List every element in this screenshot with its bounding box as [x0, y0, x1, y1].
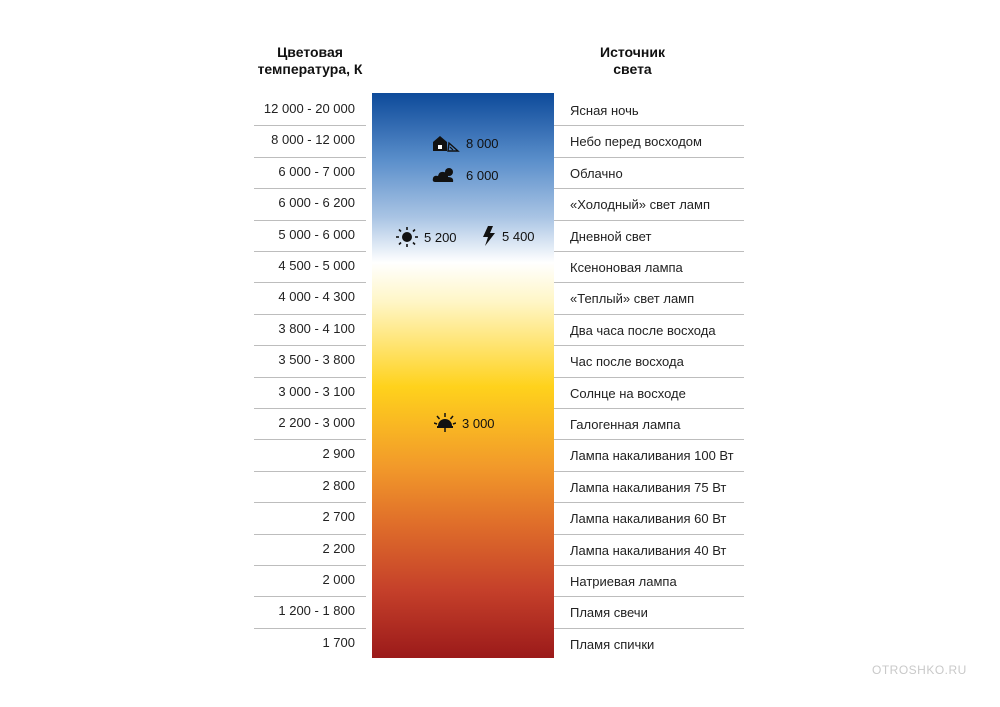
- light-source-label: Галогенная лампа: [570, 417, 681, 432]
- temperature-range: 4 000 - 4 300: [278, 289, 355, 305]
- temperature-range: 4 500 - 5 000: [278, 258, 355, 273]
- light-source-label: Ксеноновая лампа: [570, 260, 683, 275]
- row-divider: [254, 565, 366, 566]
- row-divider: [554, 471, 744, 472]
- temperature-range: 2 900: [322, 446, 355, 462]
- marker-value: 5 400: [502, 228, 535, 244]
- column-header-temperature: [250, 44, 370, 78]
- sun-icon: [396, 227, 418, 247]
- row-divider: [554, 125, 744, 126]
- light-source-label: Лампа накаливания 60 Вт: [570, 511, 727, 527]
- row-divider: [254, 471, 366, 472]
- row-divider: [254, 220, 366, 221]
- marker-tungsten: [434, 413, 495, 433]
- row-divider: [554, 628, 744, 629]
- watermark-text: OTROSHKO.RU: [872, 663, 967, 677]
- row-divider: [554, 596, 744, 597]
- temperature-range: 12 000 - 20 000: [263, 101, 355, 116]
- light-source-label: Облачно: [570, 165, 623, 181]
- row-divider: [254, 282, 366, 283]
- light-source-label: Пламя свечи: [570, 605, 648, 621]
- light-source-label: Лампа накаливания 75 Вт: [570, 479, 727, 495]
- temperature-range: 1 700: [322, 634, 355, 650]
- row-divider: [554, 251, 744, 252]
- marker-cloudy: [432, 166, 499, 184]
- row-divider: [554, 282, 744, 283]
- row-divider: [554, 377, 744, 378]
- tungsten-lamp-icon: [434, 413, 456, 433]
- temperature-range: 2 000: [322, 572, 355, 587]
- temperature-range: 2 200 - 3 000: [278, 415, 355, 430]
- temperature-range: 8 000 - 12 000: [271, 132, 355, 148]
- temperature-range: 2 800: [322, 477, 355, 493]
- row-divider: [554, 188, 744, 189]
- row-divider: [554, 157, 744, 158]
- light-source-label: «Теплый» свет ламп: [570, 291, 695, 307]
- temperature-range: 2 200: [322, 540, 355, 556]
- header-right-line2: света: [613, 61, 652, 77]
- light-source-label: Небо перед восходом: [570, 134, 702, 150]
- row-divider: [254, 377, 366, 378]
- row-divider: [254, 439, 366, 440]
- row-divider: [254, 502, 366, 503]
- temperature-range: 6 000 - 7 000: [278, 163, 355, 179]
- light-source-label: Два часа после восхода: [570, 322, 716, 338]
- marker-daylight: [396, 227, 457, 247]
- shade-house-icon: [432, 134, 460, 152]
- row-divider: [554, 220, 744, 221]
- temperature-range: 3 000 - 3 100: [278, 383, 355, 399]
- row-divider: [554, 345, 744, 346]
- row-divider: [554, 314, 744, 315]
- header-left-line1: Цветовая: [277, 44, 343, 60]
- row-divider: [254, 408, 366, 409]
- marker-value: 5 200: [424, 229, 457, 245]
- row-divider: [554, 502, 744, 503]
- marker-value: 8 000: [466, 135, 499, 151]
- temperature-range: 2 700: [322, 509, 355, 525]
- marker-value: 6 000: [466, 167, 499, 183]
- temperature-range: 3 800 - 4 100: [278, 320, 355, 336]
- row-divider: [254, 628, 366, 629]
- row-divider: [254, 314, 366, 315]
- light-source-label: Натриевая лампа: [570, 574, 677, 589]
- light-source-label: «Холодный» свет ламп: [570, 197, 711, 213]
- row-divider: [254, 596, 366, 597]
- temperature-range: 5 000 - 6 000: [278, 226, 355, 242]
- temperature-range: 3 500 - 3 800: [278, 352, 355, 368]
- row-divider: [254, 534, 366, 535]
- row-divider: [554, 534, 744, 535]
- temperature-range: 6 000 - 6 200: [278, 195, 355, 211]
- light-source-label: Лампа накаливания 40 Вт: [570, 542, 727, 558]
- light-source-label: Дневной свет: [570, 228, 652, 244]
- row-divider: [554, 439, 744, 440]
- row-divider: [254, 157, 366, 158]
- row-divider: [554, 408, 744, 409]
- row-divider: [254, 345, 366, 346]
- marker-value: 3 000: [462, 415, 495, 431]
- light-source-label: Пламя спички: [570, 636, 655, 652]
- light-source-label: Солнце на восходе: [570, 385, 686, 401]
- column-header-source: [570, 44, 695, 78]
- light-source-label: Лампа накаливания 100 Вт: [570, 448, 734, 464]
- row-divider: [254, 125, 366, 126]
- temperature-range: 1 200 - 1 800: [278, 603, 355, 619]
- cloud-sun-icon: [432, 166, 460, 184]
- header-right-line1: Источник: [600, 44, 665, 60]
- header-left-line2: температура, К: [257, 61, 363, 77]
- row-divider: [254, 251, 366, 252]
- flash-icon: [482, 226, 496, 246]
- marker-shade: [432, 134, 499, 152]
- marker-flash: [482, 226, 535, 246]
- light-source-label: Ясная ночь: [570, 103, 639, 118]
- row-divider: [254, 188, 366, 189]
- light-source-label: Час после восхода: [570, 354, 684, 370]
- row-divider: [554, 565, 744, 566]
